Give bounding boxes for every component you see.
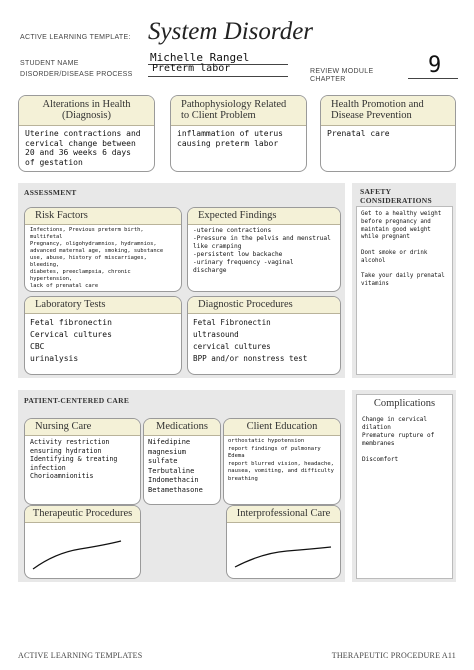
therapeutic-procedures-box	[24, 505, 141, 579]
expected-findings-box	[187, 207, 341, 292]
nursing-care-text[interactable]: Activity restriction ensuring hydration Identifying & treating infection Chorioamnionitis	[30, 438, 118, 480]
safety-text[interactable]: Get to a healthy weight before pregnancy and maintain good weight while pregnant Dont smoke or drink alcohol Take your daily prenatal vitamins	[361, 211, 445, 288]
pathophysiology-box	[170, 95, 307, 172]
safety-label: SAFETY CONSIDERATIONS	[360, 187, 432, 205]
patient-centered-care-label: PATIENT-CENTERED CARE	[24, 396, 130, 405]
pathophysiology-text[interactable]: inflammation of uterus causing preterm labor	[177, 129, 283, 148]
health-promotion-title: Health Promotion and Disease Prevention	[321, 96, 455, 126]
health-promotion-text[interactable]: Prenatal care	[327, 129, 390, 138]
student-name-value[interactable]: Michelle Rangel	[150, 51, 250, 64]
footer-right: THERAPEUTIC PROCEDURE A11	[331, 651, 456, 660]
chapter-value[interactable]: 9	[428, 53, 442, 78]
diagnostic-procedures-text[interactable]: Fetal Fibronectin ultrasound cervical cultures BPP and/or nonstress test	[193, 318, 308, 363]
alterations-title: Alterations in Health (Diagnosis)	[19, 96, 154, 126]
interprofessional-care-box	[226, 505, 341, 579]
complications-title: Complications	[373, 398, 436, 409]
medications-box	[143, 418, 221, 505]
assessment-label: ASSESSMENT	[24, 188, 77, 197]
complications-content-area	[356, 394, 453, 579]
chapter-label: CHAPTER	[310, 76, 346, 83]
medications-title: Medications	[144, 419, 220, 436]
client-education-box	[223, 418, 341, 505]
interprofessional-scribble	[227, 523, 340, 579]
student-name-label: STUDENT NAME	[20, 60, 79, 67]
safety-content-area	[356, 206, 453, 375]
disorder-underline	[148, 76, 288, 77]
disorder-label: DISORDER/DISEASE PROCESS	[20, 71, 133, 78]
medications-text[interactable]: Nifedipine magnesium sulfate Terbutaline Indomethacin Betamethasone	[148, 438, 203, 494]
diagnostic-procedures-box	[187, 296, 341, 375]
risk-factors-box	[24, 207, 182, 292]
laboratory-tests-title: Laboratory Tests	[25, 297, 181, 314]
footer-left: ACTIVE LEARNING TEMPLATES	[18, 651, 143, 660]
alterations-text[interactable]: Uterine contractions and cervical change between 20 and 36 weeks 6 days of gestation	[25, 129, 141, 167]
template-name: System Disorder	[148, 18, 314, 45]
client-education-title: Client Education	[224, 419, 340, 436]
diagnostic-procedures-title: Diagnostic Procedures	[188, 297, 340, 314]
pathophysiology-title: Pathophysiology Related to Client Problem	[171, 96, 306, 126]
complications-text[interactable]: Change in cervical dilation Premature rupture of membranes Discomfort	[362, 416, 435, 463]
template-label: ACTIVE LEARNING TEMPLATE:	[20, 34, 131, 41]
nursing-care-box	[24, 418, 141, 505]
laboratory-tests-text[interactable]: Fetal fibronectin Cervical cultures CBC urinalysis	[30, 318, 112, 363]
expected-findings-text[interactable]: -uterine contractions -Pressure in the pelvis and menstrual like cramping -persistent low backache -urinary frequency -vaginal discharge	[193, 227, 331, 274]
chapter-underline	[408, 78, 458, 79]
interprofessional-care-title: Interprofessional Care	[227, 506, 340, 523]
laboratory-tests-box	[24, 296, 182, 375]
risk-factors-text[interactable]: Infections, Previous preterm birth, multifetal Pregnancy, oligohydramnios, hydramnios, advanced maternal age, smoking, substance use, abuse, history of miscarriages, bleeding, diabetes, preeclampsia, chronic hypertension, lack of prenatal care	[30, 227, 164, 289]
alterations-in-health-box	[18, 95, 155, 172]
expected-findings-title: Expected Findings	[188, 208, 340, 225]
nursing-care-title: Nursing Care	[25, 419, 140, 436]
review-module-label: REVIEW MODULE	[310, 68, 374, 75]
health-promotion-box	[320, 95, 456, 172]
therapeutic-scribble	[25, 523, 140, 579]
disorder-value[interactable]: Preterm labor	[152, 63, 231, 74]
therapeutic-procedures-title: Therapeutic Procedures	[25, 506, 140, 523]
risk-factors-title: Risk Factors	[25, 208, 181, 225]
client-education-text[interactable]: orthostatic hypotension report findings of pulmonary Edema report blurred vision, headache, nausea, vomiting, and difficulty breathing	[228, 438, 334, 482]
